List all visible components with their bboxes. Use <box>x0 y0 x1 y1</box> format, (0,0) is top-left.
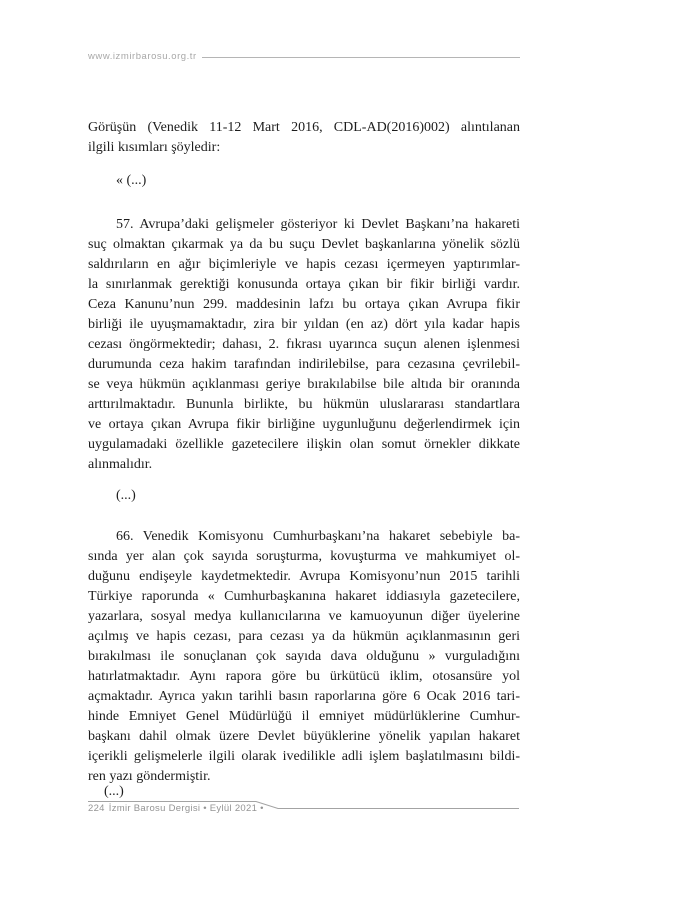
text-line: cezası öngörmektedir; dahası, 2. fıkrası uyarınca suçun alenen işlenmesi <box>88 337 520 352</box>
journal-title: İzmir Barosu Dergisi • Eylül 2021 • <box>108 803 264 814</box>
text-line: la sınırlanmak gerektiği konusunda ortaya çıkan bir fikir birliği vardır. <box>88 277 520 292</box>
page-header <box>88 51 520 62</box>
text-line: sında yer alan çok sayıda soruşturma, kovuşturma ve mahkumiyet ol- <box>88 549 520 564</box>
quote-open-line: « (...) <box>116 173 147 188</box>
text-line: uygulamadaki özellikle gazetecilere ilişkin olan somut örnekler dikkate <box>88 437 520 452</box>
text-line: başkanı dahil olmak üzere Devlet büyüklerine yönelik yapılan hakaret <box>88 729 520 744</box>
page-number: 224 <box>88 803 105 814</box>
text-line: içerikli gelişmelerle ilgili olarak ivedilikle adli işlem başlatılmasını bildi- <box>88 749 520 764</box>
text-line: açılmış ve hapis cezası, para cezası ya da hükmün açıklanmasının geri <box>88 629 520 644</box>
text-line: Türkiye raporunda « Cumhurbaşkanına hakaret iddiasıyla gazetecilere, <box>88 589 520 604</box>
text-line: duğunu endişeyle kaydetmektedir. Avrupa Komisyonu’nun 2015 tarihli <box>88 569 520 584</box>
ellipsis-line: (...) <box>104 784 124 799</box>
footer-text <box>88 803 264 814</box>
ellipsis-line: (...) <box>116 488 136 503</box>
text-line: ve ortaya çıkan Avrupa fikir birliğine uygunluğunu değerlendirmek için <box>88 417 520 432</box>
text-line: yazarlara, sosyal medya kullanıcılarına ve kamuoyunun diğer üyelerine <box>88 609 520 624</box>
text-line: 66. Venedik Komisyonu Cumhurbaşkanı’na hakaret sebebiyle ba- <box>116 529 520 544</box>
paragraph-66 <box>88 527 520 787</box>
text-line: durumunda ceza hakim tarafından indirilebilse, para cezasına çevrilebil- <box>88 357 520 372</box>
text-line: suç olmaktan çıkarmak ya da bu suçu Devlet başkanlarına yönelik sözlü <box>88 237 520 252</box>
text-line: alınmalıdır. <box>88 457 153 472</box>
site-url: www.izmirbarosu.org.tr <box>88 51 197 62</box>
text-line: ren yazı göndermiştir. <box>88 769 211 784</box>
text-line: 57. Avrupa’daki gelişmeler gösteriyor ki Devlet Başkanı’na hakareti <box>116 217 520 232</box>
text-line: Ceza Kanunu’nun 299. maddesinin lafzı bu ortaya çıkan Avrupa fikir <box>88 297 520 312</box>
text-line: hatırlatmaktadır. Aynı rapora göre bu ürkütücü iklim, otosansüre yol <box>88 669 520 684</box>
text-line: hinde Emniyet Genel Müdürlüğü il emniyet müdürlüklerine Cumhur- <box>88 709 520 724</box>
ellipsis-block <box>88 486 520 506</box>
paragraph-57 <box>88 215 520 475</box>
text-line: arttırılmaktadır. Bununla birlikte, bu hükmün uluslararası standartlara <box>88 397 520 412</box>
header-rule <box>202 57 520 58</box>
text-line: açmaktadır. Ayrıca yakın tarihli basın raporlarına göre 6 Ocak 2016 tari- <box>88 689 520 704</box>
page-footer <box>88 799 520 817</box>
text-line: ilgili kısımları şöyledir: <box>88 140 221 155</box>
text-line: Görüşün (Venedik 11-12 Mart 2016, CDL-AD(2016)002) alıntılanan <box>88 120 520 135</box>
text-line: bırakılması ile sonuçlanan çok sayıda dava olduğunu » vurguladığını <box>88 649 520 664</box>
intro-paragraph <box>88 118 520 158</box>
text-line: birliği ile uyuşmamaktadır, zira bir yıldan (en az) dört yıla kadar hapis <box>88 317 520 332</box>
quote-open-block <box>88 171 520 191</box>
text-line: se veya hükmün açıklanması geriye bırakılabilse bile altıda bir oranında <box>88 377 520 392</box>
text-line: saldırıların en ağır biçimleriyle ve hapis cezası içermeyen yaptırımlar- <box>88 257 520 272</box>
